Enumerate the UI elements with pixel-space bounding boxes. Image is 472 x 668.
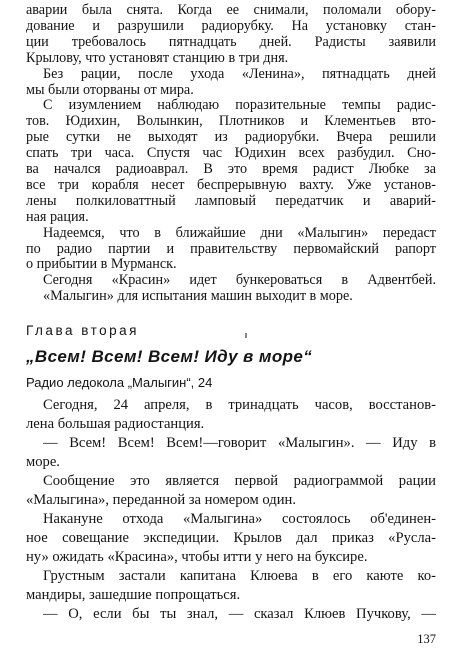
text-line: — О, если бы ты знал, — сказал Клюев Пучкову, — (43, 606, 436, 622)
text-line: ная рация. (26, 208, 89, 225)
text-line: дование и разрушили радиорубку. На установку стан- (26, 17, 436, 34)
text-line: спать три часа. Спустя час Юдихин всех разбудил. Сно- (26, 145, 436, 162)
text-line: мы были оторваны от мира. (26, 81, 194, 98)
print-mark (245, 333, 247, 338)
text-line: Надеемся, что в ближайшие дни «Малыгин» передаст (43, 224, 436, 241)
text-line: все три корабля несет беспрерывную вахту. Уже установ- (26, 176, 436, 193)
text-line: Крылову, что установят станцию в три дня. (26, 49, 289, 66)
text-line: «Малыгина», переданной за номером один. (26, 492, 296, 508)
text-line: Без рации, после ухода «Ленина», пятнадцать дней (43, 65, 436, 82)
text-line: ну» ожидать «Красина», чтобы итти у него на буксире. (26, 549, 368, 565)
chapter-subtitle: Радио ледокола „Малыгин“, 24 (26, 375, 213, 390)
text-line: Грустным застали капитана Клюева в его каюте ко- (43, 568, 436, 584)
text-line: Накануне отхода «Малыгина» состоялось об'единен- (43, 511, 436, 527)
chapter-title: „Всем! Всем! Всем! Иду в море“ (26, 347, 313, 366)
text-line: лена большая радиостанция. (26, 416, 205, 432)
text-line: Сегодня «Красин» идет бункероваться в Адвентбей. (43, 272, 436, 289)
text-line: мандиры, зашедшие попрощаться. (26, 587, 241, 603)
text-line: по радио партии и правительству первомайский рапорт (26, 240, 436, 257)
chapter-label: Глава вторая (26, 323, 139, 338)
text-line: рые сутки не выходят из радиорубки. Вчера решили (26, 129, 436, 146)
text-line: море. (26, 454, 60, 470)
text-line: ции требовалось пятнадцать дней. Радисты заявили (26, 33, 436, 50)
page-number: 137 (417, 632, 436, 646)
text-line: Сегодня, 24 апреля, в тринадцать часов, восстанов- (43, 397, 436, 413)
text-line: о прибытии в Мурманск. (26, 256, 177, 273)
text-line: ва начался радиоаврал. В это время радист Любке за (26, 161, 436, 177)
text-line: лены полкиловаттный ламповый передатчик и аварий- (26, 192, 436, 209)
text-line: — Всем! Всем! Всем!—говорит «Малыгин». — Иду в (43, 435, 436, 451)
text-line: тов. Юдихин, Волынкин, Плотников и Клементьев вто- (26, 113, 436, 130)
text-line: ное совещание экспедиции. Крылов дал приказ «Русла- (26, 530, 436, 546)
text-line: Сообщение это является первой радиограммой рации (43, 473, 436, 489)
text-line: аварии была снята. Когда ее снимали, поломали обору- (26, 2, 436, 18)
text-line: «Малыгин» для испытания машин выходит в море. (43, 288, 353, 305)
text-line: С изумлением наблюдаю поразительные темпы радис- (43, 97, 436, 114)
